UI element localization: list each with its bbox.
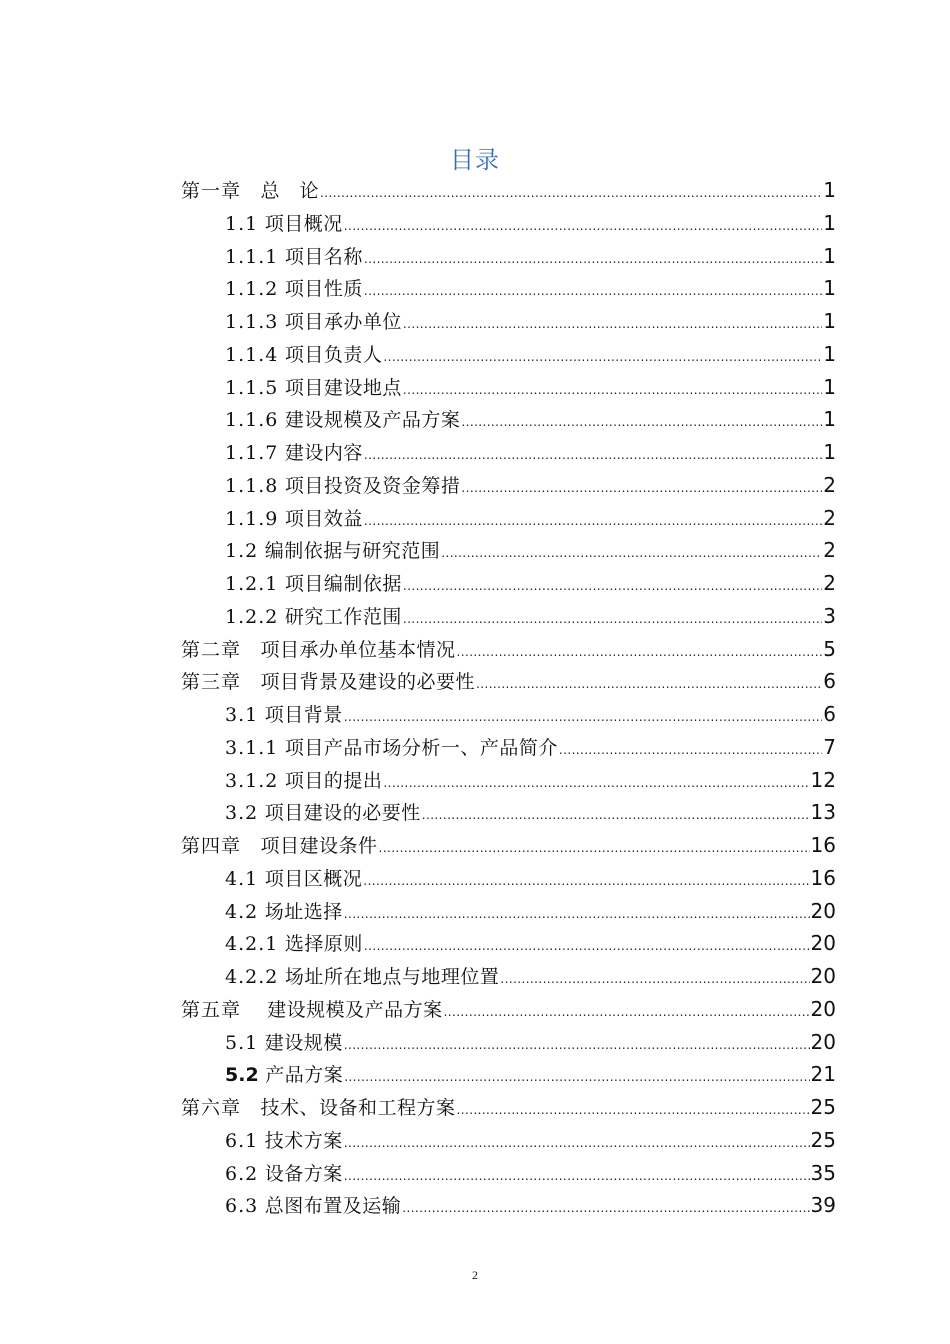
toc-dot-leader: [461, 406, 822, 439]
toc-entry[interactable]: [181, 272, 836, 305]
toc-dot-leader: [344, 1061, 809, 1094]
toc-entry-page: 7: [823, 734, 836, 759]
toc-entry-page: 16: [810, 865, 836, 890]
toc-dot-leader: [344, 210, 822, 243]
toc-entry-title: 项目背景: [264, 704, 343, 726]
toc-entry-title: 研究工作范围: [284, 605, 402, 628]
toc-entry-number: 1.1.8: [225, 474, 279, 497]
toc-entry-number: 3.1.2: [225, 769, 279, 792]
toc-dot-leader: [403, 570, 822, 603]
toc-dot-leader: [457, 636, 823, 669]
toc-entry-page: 16: [810, 833, 836, 857]
toc-entry-number: 1.2.2: [225, 605, 279, 628]
toc-dot-leader: [344, 898, 810, 931]
toc-entry-page: 1: [823, 309, 836, 333]
toc-entry[interactable]: [181, 993, 836, 1026]
toc-entry-label: [225, 1158, 343, 1191]
toc-entry-page: 25: [810, 1127, 836, 1152]
toc-entry-number: 1.2.1: [225, 573, 279, 595]
toc-dot-leader: [383, 341, 822, 374]
toc-entry-spacer: [241, 1097, 261, 1119]
toc-entry-title: 建设规模: [264, 1031, 343, 1054]
toc-entry-label: [225, 1059, 343, 1092]
toc-entry-label: [225, 306, 402, 339]
toc-entry-spacer: [241, 180, 261, 202]
toc-dot-leader: [559, 734, 822, 767]
toc-entry[interactable]: [181, 1091, 836, 1124]
toc-dot-leader: [402, 1192, 809, 1225]
toc-entry-page: 1: [823, 276, 836, 301]
toc-entry[interactable]: [181, 1026, 836, 1059]
toc-dot-leader: [422, 799, 810, 832]
toc-entry-title: 项目性质: [284, 278, 363, 301]
toc-entry-page: 20: [810, 996, 836, 1021]
toc-entry[interactable]: [181, 829, 836, 862]
toc-entry-page: 2: [823, 505, 836, 530]
toc-entry-number: 第五章: [181, 998, 242, 1021]
toc-entry[interactable]: [181, 371, 836, 404]
toc-dot-leader: [444, 996, 810, 1029]
toc-entry[interactable]: [181, 436, 836, 469]
toc-entry-label: [181, 175, 319, 208]
toc-entry-number: 4.2.2: [225, 966, 279, 988]
toc-entry-title: 设备方案: [264, 1162, 343, 1185]
toc-entry[interactable]: [181, 1124, 836, 1157]
toc-entry-number: 第四章: [181, 835, 242, 857]
toc-entry[interactable]: [181, 1058, 836, 1091]
toc-dot-leader: [403, 374, 822, 407]
toc-dot-leader: [363, 865, 809, 898]
toc-entry-number: 1.1.1: [225, 245, 279, 268]
toc-entry-label: [181, 634, 456, 667]
toc-dot-leader: [344, 701, 822, 734]
toc-entry[interactable]: [181, 338, 836, 371]
toc-entry-label: [225, 863, 362, 896]
toc-entry-title: 项目背景及建设的必要性: [260, 671, 476, 694]
toc-entry[interactable]: [181, 698, 836, 731]
toc-entry-title: 项目的提出: [284, 769, 383, 792]
toc-dot-leader: [500, 963, 809, 996]
toc-entry[interactable]: [181, 600, 836, 633]
toc-entry[interactable]: [181, 403, 836, 436]
toc-entry-title: 技术方案: [264, 1129, 343, 1152]
toc-entry-title: 项目投资及资金筹措: [284, 474, 461, 497]
toc-dot-leader: [379, 832, 810, 865]
toc-entry-title: 建设规模及产品方案: [267, 998, 443, 1021]
toc-entry-title: 项目承办单位: [284, 311, 402, 333]
toc-entry-page: 21: [810, 1062, 836, 1087]
toc-dot-leader: [344, 1127, 810, 1160]
toc-entry-title: 项目效益: [284, 507, 363, 530]
toc-entry-number: 1.1.7: [225, 442, 279, 464]
toc-entry-page: 2: [823, 472, 836, 497]
toc-dot-leader: [320, 177, 822, 210]
toc-entry-title: 建设内容: [284, 442, 363, 464]
toc-entry-label: [181, 830, 378, 863]
toc-entry-page: 12: [810, 767, 836, 792]
toc-entry-number: 1.1.5: [225, 376, 279, 399]
toc-entry[interactable]: [181, 469, 836, 502]
toc-entry-page: 1: [823, 210, 836, 235]
toc-entry-page: 1: [823, 407, 836, 432]
toc-entry-title: 技术、设备和工程方案: [260, 1097, 456, 1119]
toc-entry-label: [225, 437, 363, 470]
toc-entry-page: 6: [823, 702, 836, 726]
toc-entry-title: 产品方案: [265, 1064, 344, 1087]
toc-entry-label: [181, 994, 443, 1027]
toc-entry-number: 6.1: [225, 1129, 259, 1152]
toc-entry-number: 6.2: [225, 1162, 259, 1185]
toc-entry-title: 项目概况: [264, 212, 343, 235]
toc-entry-label: [181, 1092, 456, 1125]
toc-dot-leader: [403, 603, 822, 636]
toc-entry-spacer: [241, 671, 261, 693]
toc-entry-page: 13: [810, 800, 836, 825]
toc-entry[interactable]: [181, 534, 836, 567]
toc-entry-page: 6: [823, 669, 836, 694]
toc-dot-leader: [476, 668, 822, 701]
toc-entry-number: 1.1.4: [225, 343, 279, 366]
toc-entry[interactable]: [181, 174, 836, 207]
toc-entry-page: 1: [823, 374, 836, 399]
toc-entry-label: [225, 1125, 343, 1158]
toc-dot-leader: [364, 505, 822, 538]
toc-entry[interactable]: [181, 960, 836, 993]
toc-entry-label: [225, 1190, 401, 1223]
toc-entry-label: [225, 601, 402, 634]
toc-entry-page: 1: [823, 440, 836, 464]
toc-entry-spacer: [241, 999, 267, 1021]
toc-entry-title: 场址选择: [264, 900, 343, 923]
toc-entry-page: 25: [810, 1095, 836, 1119]
toc-entry-title: 项目名称: [284, 245, 363, 268]
toc-entry-label: [225, 1027, 343, 1060]
toc-entry-number: 1.2: [225, 540, 259, 563]
toc-entry-label: [225, 797, 421, 830]
toc-entry-label: [225, 732, 558, 765]
toc-title: 目录: [450, 146, 500, 174]
toc-entry-label: [225, 372, 402, 405]
toc-entry[interactable]: [181, 1157, 836, 1190]
toc-entry-title: 选择原则: [284, 933, 363, 956]
toc-entry-page: 35: [810, 1160, 836, 1185]
toc-entry-label: [181, 666, 475, 699]
toc-entry-page: 20: [810, 1029, 836, 1054]
toc-entry-number: 3.1: [225, 704, 259, 726]
toc-dot-leader: [441, 537, 822, 570]
toc-entry-number: 1.1.2: [225, 278, 279, 301]
toc-entry-label: [225, 699, 343, 732]
toc-entry[interactable]: [181, 764, 836, 797]
toc-entry-number: 3.1.1: [225, 736, 279, 759]
toc-entry[interactable]: [181, 862, 836, 895]
toc-entry-label: [225, 896, 343, 929]
toc-entry-label: [225, 241, 363, 274]
toc-entry-page: 20: [810, 964, 836, 988]
toc-entry-title: 编制依据与研究范围: [264, 540, 441, 563]
toc-entry-title: 项目建设条件: [260, 835, 378, 857]
toc-entry-label: [225, 568, 402, 601]
toc-entry-title: 场址所在地点与地理位置: [284, 966, 500, 988]
toc-entry-number: 1.1: [225, 212, 259, 235]
toc-entry-label: [225, 928, 363, 961]
toc-entry-label: [225, 404, 460, 437]
toc-entry-page: 1: [823, 178, 836, 202]
toc-dot-leader: [364, 439, 822, 472]
toc-entry[interactable]: [181, 567, 836, 600]
toc-entry-label: [225, 503, 363, 536]
toc-dot-leader: [364, 243, 822, 276]
toc-entry[interactable]: [181, 895, 836, 928]
toc-entry-title: 建设规模及产品方案: [284, 409, 461, 432]
toc-dot-leader: [364, 275, 822, 308]
toc-entry-number: 1.1.9: [225, 507, 279, 530]
toc-entry-label: [225, 208, 343, 241]
toc-entry-number: 1.1.3: [225, 311, 279, 333]
toc-entry[interactable]: [181, 796, 836, 829]
toc-entry-title: 项目编制依据: [284, 573, 402, 595]
toc-entry-page: 5: [823, 636, 836, 661]
toc-entry-title: 项目承办单位基本情况: [260, 638, 456, 661]
toc-dot-leader: [461, 472, 822, 505]
toc-entry-title: 项目负责人: [284, 343, 383, 366]
toc-entry-number: 4.1: [225, 867, 259, 890]
toc-entry-page: 3: [823, 603, 836, 628]
toc-entry-title: 项目区概况: [264, 867, 363, 890]
toc-entry-label: [225, 535, 440, 568]
toc-entry-number: 3.2: [225, 802, 259, 825]
toc-dot-leader: [457, 1094, 810, 1127]
toc-entry-page: 20: [810, 931, 836, 956]
toc-entry-page: 2: [823, 571, 836, 595]
toc-entry-number: 5.2: [225, 1064, 259, 1087]
toc-dot-leader: [383, 767, 809, 800]
toc-entry[interactable]: [181, 1189, 836, 1222]
toc-dot-leader: [344, 1029, 810, 1062]
toc-entry[interactable]: [181, 633, 836, 666]
toc-entry-page: 2: [823, 538, 836, 563]
toc-entry[interactable]: [181, 207, 836, 240]
toc-entry-page: 1: [823, 243, 836, 268]
toc-entry-page: 1: [823, 341, 836, 366]
toc-dot-leader: [364, 930, 810, 963]
toc-entry-spacer: [241, 835, 261, 857]
toc-entry-title: 总 论: [260, 180, 320, 202]
toc-entry-page: 20: [810, 898, 836, 923]
toc-entry-number: 第三章: [181, 671, 242, 694]
toc-entry-number: 6.3: [225, 1195, 259, 1218]
toc-entry[interactable]: [181, 731, 836, 764]
toc-entry-title: 总图布置及运输: [264, 1195, 402, 1218]
toc-entry[interactable]: [181, 240, 836, 273]
toc-entry-number: 4.2.1: [225, 933, 279, 956]
toc-entry-title: 项目建设的必要性: [264, 802, 421, 825]
toc-entry-number: 第六章: [181, 1097, 242, 1119]
toc-entry[interactable]: [181, 665, 836, 698]
toc-entry-page: 39: [810, 1193, 836, 1218]
toc-entry[interactable]: [181, 305, 836, 338]
toc-dot-leader: [403, 308, 822, 341]
toc-entry-spacer: [241, 639, 261, 661]
toc-entry-number: 5.1: [225, 1031, 259, 1054]
toc-entry[interactable]: [181, 502, 836, 535]
toc-entry-number: 第一章: [181, 180, 242, 202]
toc-entry-number: 4.2: [225, 900, 259, 923]
toc-entry-title: 项目产品市场分析一、产品简介: [284, 736, 558, 759]
footer-page-number: 2: [472, 1268, 478, 1282]
toc-entry-label: [225, 765, 382, 798]
toc-entry-label: [225, 339, 382, 372]
toc-entry-label: [225, 961, 499, 994]
toc-entry-number: 第二章: [181, 638, 242, 661]
toc-dot-leader: [344, 1160, 810, 1193]
table-of-contents: [181, 174, 836, 1222]
toc-entry-number: 1.1.6: [225, 409, 279, 432]
toc-entry-label: [225, 470, 460, 503]
toc-entry[interactable]: [181, 927, 836, 960]
toc-entry-label: [225, 273, 363, 306]
toc-entry-title: 项目建设地点: [284, 376, 402, 399]
